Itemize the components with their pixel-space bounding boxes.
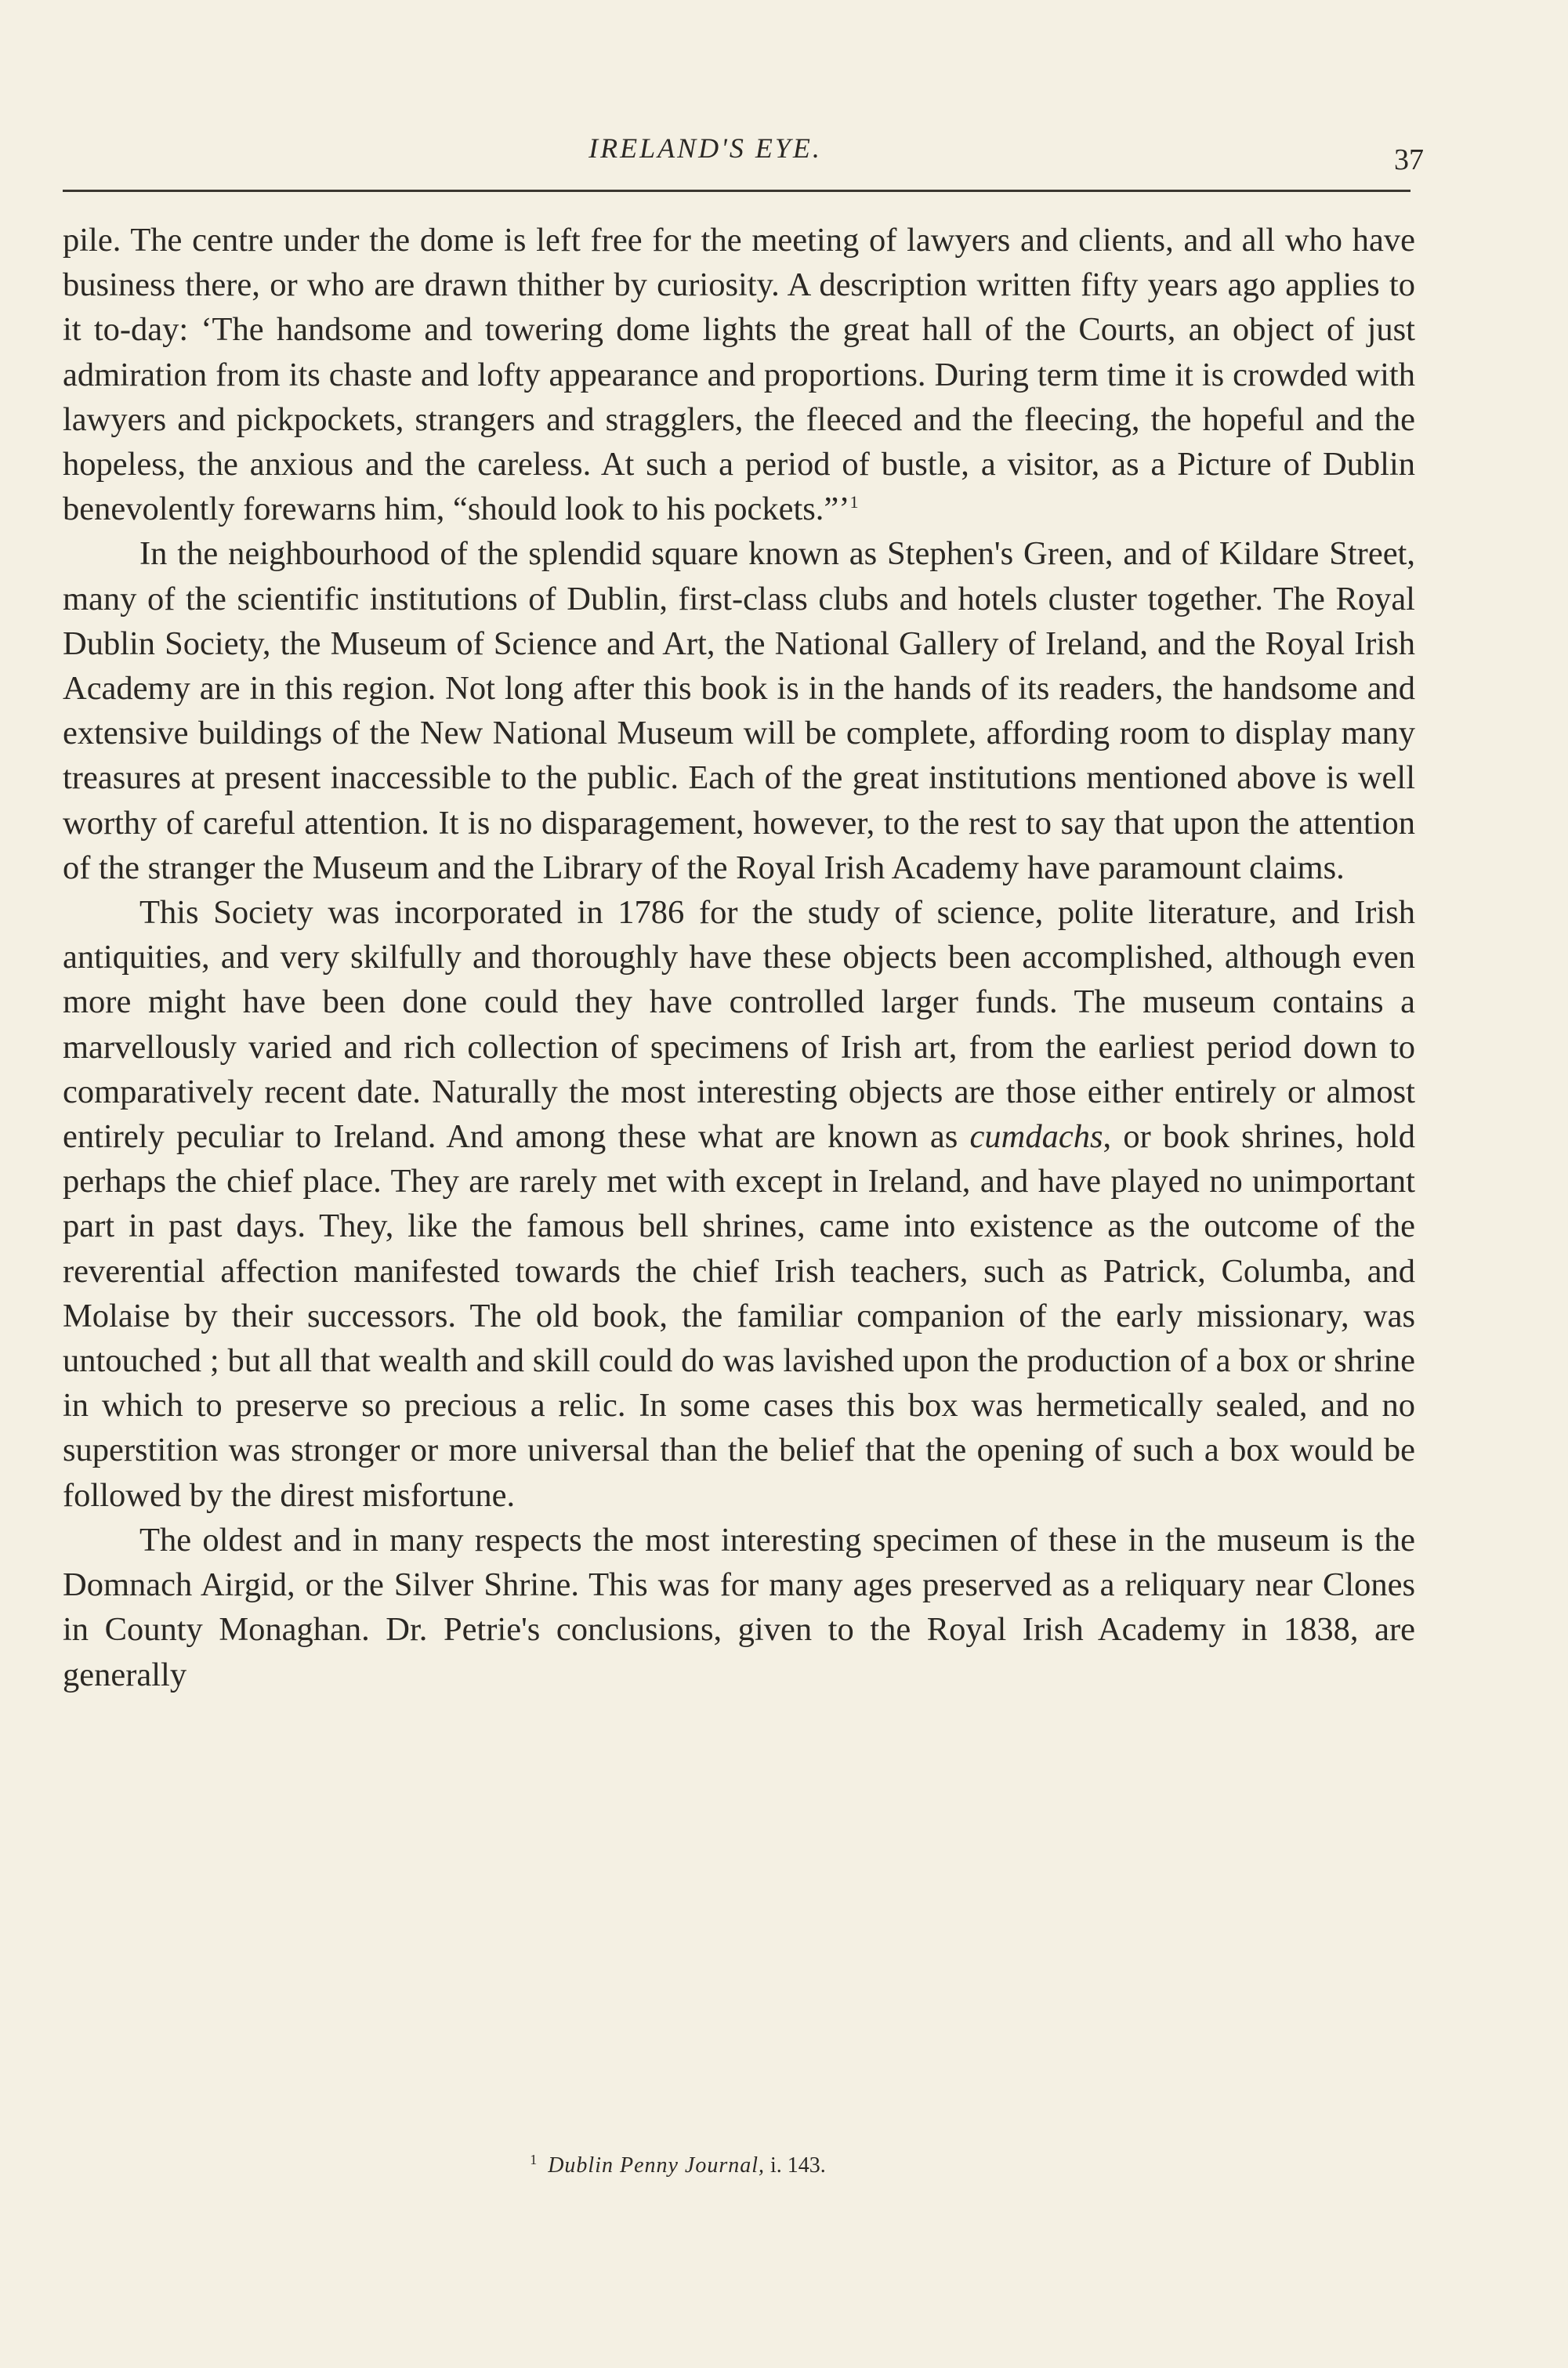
paragraph-text: pile. The centre under the dome is left free for the meeting of lawyers and clients, and all who have business there, or who are drawn thither by curiosity. A description written fifty years ago applies to it to-day: ‘The handsome and towering dome lights the great hall of the Courts, an object of just admiration from its chaste and lofty appearance and proportions. During term time it is crowded with lawyers and pickpockets, strangers and stragglers, the fleeced and the fleecing, the hopeful and the hopeless, the anxious and the careless. At such a period of bustle, a visitor, as a Picture of Dublin benevolently forewarns him, “should look to his pockets.”’ (63, 222, 1415, 528)
paragraph: In the neighbourhood of the splendid square known as Stephen's Green, and of Kildare Street, many of the scientific institutions of Dublin, first-class clubs and hotels cluster together. The Royal Dublin Society, the Museum of Science and Art, the National Gallery of Ireland, and the Royal Irish Academy are in this region. Not long after this book is in the hands of its readers, the handsome and extensive buildings of the New National Museum will be complete, affording room to display many treasures at present inaccessible to the public. Each of the great institutions mentioned above is well worthy of careful attention. It is no disparagement, however, to the rest to say that upon the attention of the stranger the Museum and the Library of the Royal Irish Academy have paramount claims. (63, 535, 1415, 886)
paragraph (63, 218, 1415, 531)
paragraph: The oldest and in many respects the most interesting specimen of these in the museum is the Domnach Airgid, or the Silver Shrine. This was for many ages preserved as a reliquary near Clones in County Monaghan. Dr. Petrie's conclusions, given to the Royal Irish Academy in 1838, are generally (63, 1521, 1415, 1693)
page-number: 37 (1394, 143, 1424, 176)
running-title: IRELAND'S EYE. (588, 132, 822, 164)
footnote-reference: 1 (849, 492, 859, 512)
footnote-source: Dublin Penny Journal, (548, 2153, 766, 2178)
footnote-ref: i. 143. (765, 2153, 826, 2178)
footnote (0, 2153, 1356, 2178)
paragraph (63, 890, 1415, 1518)
paragraph-text: This Society was incorporated in 1786 for the study of science, polite literature, and Irish antiquities, and very skilfully and thoroughly have these objects been accomplished, although even more might have been done could they have controlled larger funds. The museum contains a marvellously varied and rich collection of specimens of Irish art, from the earliest period down to comparatively recent date. Naturally the most interesting objects are those either entirely or almost entirely peculiar to Ireland. And among these what are known as (63, 894, 1415, 1156)
italic-term: cumdachs (969, 1118, 1103, 1156)
footnote-mark: 1 (530, 2151, 538, 2167)
header-rule (63, 190, 1410, 192)
paragraph-text: , or book shrines, hold perhaps the chief place. They are rarely met with except in Ireland, and have played no unimportant part in past days. They, like the famous bell shrines, came into existence as the outcome of the reverential affection manifested towards the chief Irish teachers, such as Patrick, Columba, and Molaise by their successors. The old book, the familiar companion of the early missionary, was untouched ; but all that wealth and skill could do was lavished upon the production of a box or shrine in which to preserve so precious a relic. In some cases this box was hermetically sealed, and no superstition was stronger or more universal than the belief that the opening of such a box would be followed by the direst misfortune. (63, 1118, 1415, 1514)
page-header (0, 132, 1568, 179)
body-text (63, 218, 1415, 1697)
